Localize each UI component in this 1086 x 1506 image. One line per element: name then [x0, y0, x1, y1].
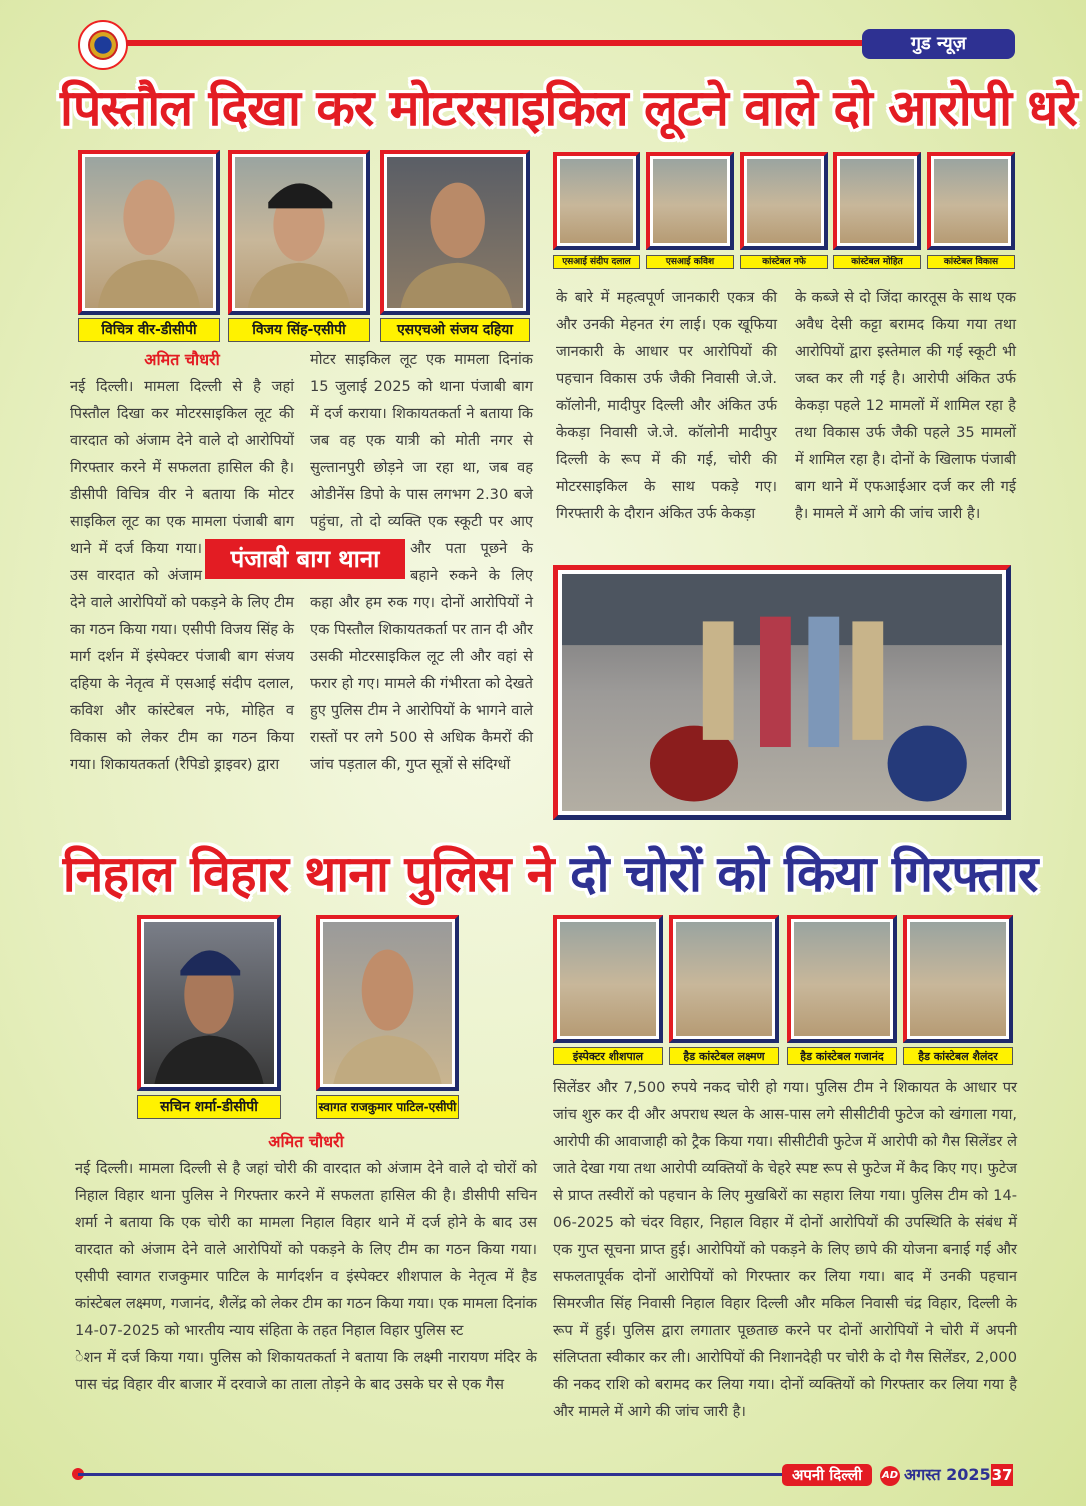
story2-column-2: सिलेंडर और 7,500 रुपये नकद चोरी हो गया। पुलिस टीम ने शिकायत के आधार पर जांच शुरु कर दी और अपराध स्थल के आस-पास लगे सीसीटीवी फुटेज को खंगाला गया, आरोपी की आवाजाही को ट्रैक किया गया। सीसीटीवी फुटेज में आरोपी को गैस सिलेंडर ले जाते देखा गया तथा आरोपी व्यक्तियों के चेहरे स्पष्ट रूप से फुटेज में कैद किए गए। फुटेज से प्राप्त तस्वीरों को पहचान के लिए मुखबिरों का सहारा लिया गया। पुलिस टीम को 14-06-2025 को चंदर विहार, निहाल विहार में दोनों आरोपियों की उपस्थिति के संबंध में एक गुप्त सूचना प्राप्त हुई। आरोपियों को पकड़ने के लिए छापे की योजना बनाई गई और सफलतापूर्वक दोनों आरोपियों को गिरफ्तार कर लिया गया। बाद में उनकी पहचान सिमरजीत सिंह निवासी निहाल विहार दिल्ली और मकिल निवासी चंद्र विहार, दिल्ली के रूप में हुई। पुलिस द्वारा लगातार पूछताछ करने पर दोनों आरोपियों ने चोरी में अपनी संलिप्तता स्वीकार कर ली। आरोपियों की निशानदेही पर चोरी के दो गैस सिलेंडर, 2,000 की नकद राशि को बरामद कर लिया गया। दोनों व्यक्तियों को गिरफ्तार कर लिया गया है और मामले में आगे की जांच जारी है।	[553, 1079, 1017, 1420]
officer-caption: कांस्टेबल मोहित	[833, 255, 921, 269]
officer-caption: हैड कांस्टेबल गजानंद	[787, 1047, 897, 1065]
officer-photo	[380, 150, 530, 315]
story2-text-col1b: ेशन में दर्ज किया गया। पुलिस को शिकायतकर्ता ने बताया कि लक्ष्मी नारायण मंदिर के पास चंद्र विहार वीर बाजार में दरवाजे का ताला तोड़ने के बाद उसके घर से एक गैस	[75, 1349, 537, 1393]
officer-photo	[833, 152, 921, 250]
officer-caption: कांस्टेबल विकास	[927, 255, 1015, 269]
officer-photo	[228, 150, 370, 315]
section-badge: गुड न्यूज़	[862, 29, 1015, 59]
story2-column-1	[75, 1155, 537, 1398]
story2-text-col1: नई दिल्ली। मामला दिल्ली से है जहां चोरी की वारदात को अंजाम देने वाले दो चोरों को निहाल विहार थाना पुलिस ने गिरफ्तार करने में सफलता हासिल की है। डीसीपी सचिन शर्मा ने बताया कि एक चोरी का मामला निहाल विहार थाने में दर्ज होने के बाद उस वारदात को अंजाम देने वाले आरोपियों को पकड़ने के लिए टीम का गठन किया गया। एसीपी स्वागत राजकुमार पाटिल के मार्गदर्शन व इंस्पेक्टर शीशपाल के नेतृत्व में हैड कांस्टेबल लक्ष्मण, गजानंद, शैलेंद्र को लेकर टीम का गठन किया गया। एक मामला दिनांक 14-07-2025 को भारतीय न्याय संहिता के तहत निहाल विहार पुलिस स्ट	[75, 1160, 537, 1339]
officer-caption: विचित्र वीर-डीसीपी	[78, 318, 220, 342]
officer-photo	[927, 152, 1015, 250]
officer-caption: विजय सिंह-एसीपी	[228, 318, 370, 342]
officer-photo	[646, 152, 734, 250]
footer-rule	[78, 1473, 783, 1476]
officer-photo	[787, 915, 897, 1043]
highlight-box: पंजाबी बाग थाना	[205, 539, 405, 579]
officer-caption: हैड कांस्टेबल लक्ष्मण	[669, 1047, 779, 1065]
publication-name: अपनी दिल्ली	[782, 1464, 872, 1486]
author-byline: अमित चौधरी	[144, 350, 220, 369]
header-rule	[126, 40, 871, 46]
officer-caption: कांस्टेबल नफे	[740, 255, 828, 269]
officer-photo	[740, 152, 828, 250]
officer-photo	[553, 915, 663, 1043]
story1-column-3: के बारे में महत्वपूर्ण जानकारी एकत्र की और उनकी मेहनत रंग लाई। एक खूफिया जानकारी के आधार पर आरोपियों की पहचान विकास उर्फ जैकी निवासी जे.जे. कॉलोनी, मादीपुर दिल्ली और अंकित उर्फ केकड़ा निवासी जे.जे. कॉलोनी मादीपुर दिल्ली के रूप में की गई, चोरी की मोटरसाइकिल के साथ पकड़े गए। गिरफ्तारी के दौरान अंकित उर्फ केकड़ा	[556, 289, 777, 522]
issue-date: अगस्त 2025	[904, 1465, 991, 1484]
story1-column-4: के कब्जे से दो जिंदा कारतूस के साथ एक अवैध देसी कट्टा बरामद किया गया तथा आरोपियों द्वारा इस्तेमाल की गई स्कूटी भी जब्त कर ली गई है। आरोपी अंकित उर्फ केकड़ा पहले 12 मामलों में शामिल रहा है तथा विकास उर्फ जैकी पहले 35 मामलों में शामिल रहा है। दोनों के खिलाफ पंजाबी बाग थाने में एफआईआर दर्ज कर ली गई है। मामले में आगे की जांच जारी है।	[795, 289, 1016, 522]
officer-caption: एसएचओ संजय दहिया	[380, 318, 530, 342]
officer-photo	[553, 152, 640, 250]
officer-caption: एसआई कविश	[646, 255, 734, 269]
headline-red-part: निहाल विहार थाना पुलिस ने	[62, 845, 554, 903]
ad-logo-icon: AD	[880, 1466, 900, 1486]
page-number: 37	[991, 1466, 1013, 1484]
publication-logo	[78, 20, 128, 70]
arrest-photo	[553, 565, 1011, 820]
headline-blue-part: दो चोरों को किया गिरफ्तार	[569, 845, 1038, 903]
officer-photo	[903, 915, 1013, 1043]
story2-headline	[60, 838, 1040, 906]
officer-caption: स्वागत राजकुमार पाटिल-एसीपी	[316, 1095, 459, 1119]
story1-headline: पिस्तौल दिखा कर मोटरसाइकिल लूटने वाले दो आरोपी धरे	[60, 79, 1077, 137]
officer-photo	[137, 915, 281, 1091]
officer-caption: सचिन शर्मा-डीसीपी	[137, 1095, 281, 1119]
officer-photo	[78, 150, 220, 315]
officer-photo	[669, 915, 779, 1043]
officer-caption: हैड कांस्टेबल शैलंदर	[903, 1047, 1013, 1065]
author-byline: अमित चौधरी	[268, 1132, 344, 1151]
story1-text-col2: मोटर साइकिल लूट एक मामला दिनांक 15 जुलाई 2025 को थाना पंजाबी बाग में दर्ज कराया। शिकायतकर्ता ने बताया कि जब वह एक यात्री को मोती नगर से सुल्तानपुरी छोड़ने जा रहा था, जब वह ओडीनेंस डिपो के पास लगभग 2.30 बजे पहुंचा, तो दो व्यक्ति एक स्कूटी पर आए और पता पूछने के बहाने रुकने के लिए कहा और हम रुक गए। दोनों आरोपियों ने एक पिस्तौल शिकायतकर्ता पर तान दी और उसकी मोटरसाइकिल लूट ली और वहां से फरार हो गए। मामले की गंभीरता को देखते हुए पुलिस टीम ने आरोपियों के भागने वाले रास्तों पर लगे 500 से अधिक कैमरों की जांच पड़ताल की, गुप्त सूत्रों से संदिग्धों	[310, 351, 533, 773]
officer-caption: एसआई संदीप दलाल	[553, 255, 640, 269]
delhi-police-emblem-icon	[88, 30, 118, 60]
story1-text-col1: नई दिल्ली। मामला दिल्ली से है जहां पिस्तौल दिखा कर मोटरसाइकिल लूट की वारदात को अंजाम देने वाले दो आरोपियों गिरफ्तार करने में सफलता हासिल की है। डीसीपी विचित्र वीर ने बताया कि मोटर साइकिल लूट का एक मामला पंजाबी बाग थाने में दर्ज किया गया। उस वारदात को अंजाम देने वाले आरोपियों को पकड़ने के लिए टीम का गठन किया गया। एसीपी विजय सिंह के मार्ग दर्शन में इंस्पेक्टर पंजाबी बाग संजय दहिया के नेतृत्व में एसआई संदीप दलाल, कविश और कांस्टेबल नफे, मोहित व विकास को लेकर टीम का गठन किया गया। शिकायतकर्ता (रैपिडो ड्राइवर) द्वारा	[70, 378, 294, 773]
officer-photo	[316, 915, 459, 1091]
officer-caption: इंस्पेक्टर शीशपाल	[553, 1047, 663, 1065]
